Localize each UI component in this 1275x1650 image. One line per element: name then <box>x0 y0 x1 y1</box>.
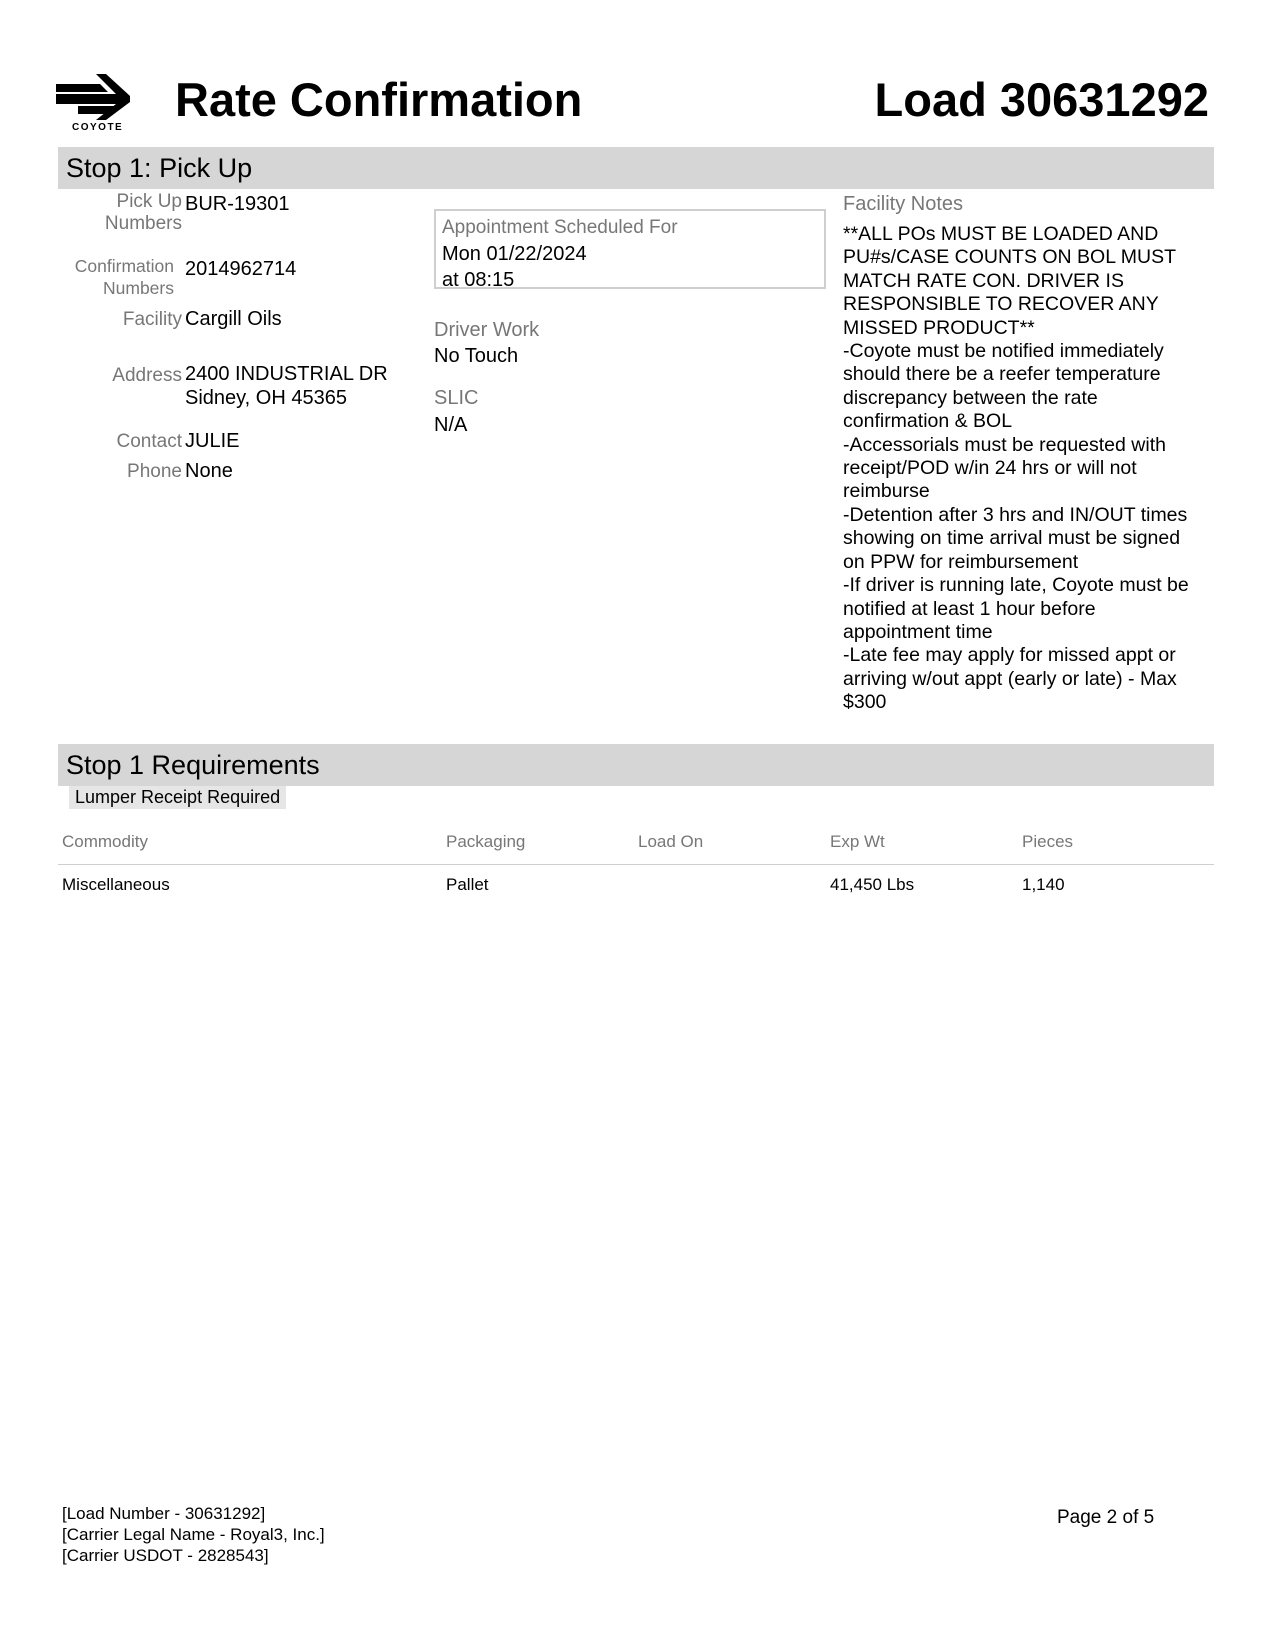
pickup-numbers-value: BUR-19301 <box>185 193 290 215</box>
column-header-packaging: Packaging <box>446 832 526 851</box>
driver-work-value: No Touch <box>434 345 519 367</box>
facility-value: Cargill Oils <box>185 308 282 330</box>
load-number-title: Load 30631292 <box>874 73 1209 126</box>
facility-note-line: -Coyote must be notified immediately <box>843 340 1164 363</box>
facility-note-line: MISSED PRODUCT** <box>843 316 1035 339</box>
table-header-row <box>58 828 1214 865</box>
slic-value: N/A <box>434 414 468 436</box>
facility-note-line: $300 <box>843 691 887 714</box>
facility-label: Facility <box>122 309 182 330</box>
facility-note-line: -Accessorials must be requested with <box>843 433 1166 456</box>
table-cell-packaging: Pallet <box>446 875 489 894</box>
appointment-box <box>434 209 826 289</box>
page-title: Rate Confirmation <box>175 73 583 126</box>
contact-value: JULIE <box>185 430 240 452</box>
requirement-badge: Lumper Receipt Required <box>69 786 286 809</box>
facility-note-line: arriving w/out appt (early or late) - Max <box>843 667 1177 690</box>
coyote-logo <box>56 74 132 134</box>
facility-note-line: receipt/POD w/in 24 hrs or will not <box>843 457 1137 480</box>
commodity-table <box>58 828 1214 901</box>
facility-notes <box>843 223 1218 715</box>
appointment-date: Mon 01/22/2024 <box>442 243 587 265</box>
facility-notes-label: Facility Notes <box>843 193 964 215</box>
facility-note-line: PU#s/CASE COUNTS ON BOL MUST <box>843 246 1176 269</box>
address-line1: 2400 INDUSTRIAL DR <box>185 363 388 385</box>
confirmation-numbers-label: Confirmation Numbers <box>74 256 174 298</box>
footer-info <box>62 1503 325 1566</box>
footer-load-number: [Load Number - 30631292] <box>62 1504 266 1523</box>
slic-label: SLIC <box>434 387 479 409</box>
facility-note-line: showing on time arrival must be signed <box>843 527 1181 550</box>
driver-work-label: Driver Work <box>434 319 540 341</box>
table-row <box>58 865 1214 901</box>
facility-note-line: appointment time <box>843 620 993 643</box>
column-header-pieces: Pieces <box>1022 832 1074 851</box>
facility-note-line: -If driver is running late, Coyote must be <box>843 574 1189 597</box>
facility-note-line: on PPW for reimbursement <box>843 550 1079 573</box>
confirmation-numbers-value: 2014962714 <box>185 258 297 280</box>
address-line2: Sidney, OH 45365 <box>185 387 347 409</box>
phone-label: Phone <box>127 461 182 482</box>
footer-carrier-usdot: [Carrier USDOT - 2828543] <box>62 1546 269 1565</box>
facility-note-line: discrepancy between the rate <box>843 386 1098 409</box>
footer-carrier-name: [Carrier Legal Name - Royal3, Inc.] <box>62 1525 325 1544</box>
appointment-label: Appointment Scheduled For <box>442 217 678 238</box>
facility-note-line: MATCH RATE CON. DRIVER IS <box>843 269 1124 292</box>
contact-label: Contact <box>116 431 182 452</box>
stop-section-header: Stop 1: Pick Up <box>58 147 1214 189</box>
table-cell-exp-wt: 41,450 Lbs <box>830 875 915 894</box>
column-header-load-on: Load On <box>638 832 704 851</box>
logo-text: COYOTE <box>72 122 124 133</box>
column-header-commodity: Commodity <box>62 832 148 851</box>
pickup-numbers-label: Pick Up Numbers <box>104 191 182 234</box>
facility-note-line: -Detention after 3 hrs and IN/OUT times <box>843 503 1188 526</box>
facility-note-line: **ALL POs MUST BE LOADED AND <box>843 223 1159 245</box>
appointment-time: at 08:15 <box>442 269 515 291</box>
facility-note-line: notified at least 1 hour before <box>843 597 1096 620</box>
table-cell-pieces: 1,140 <box>1022 875 1065 894</box>
phone-value: None <box>185 460 233 482</box>
coyote-logo-icon <box>56 74 132 122</box>
facility-note-line: reimburse <box>843 480 930 503</box>
column-header-exp-wt: Exp Wt <box>830 832 885 851</box>
table-cell-commodity: Miscellaneous <box>62 875 170 894</box>
facility-note-line: RESPONSIBLE TO RECOVER ANY <box>843 293 1159 316</box>
requirements-section-header: Stop 1 Requirements <box>58 744 1214 786</box>
facility-note-line: confirmation & BOL <box>843 410 1013 433</box>
page-number: Page 2 of 5 <box>1057 1507 1155 1528</box>
facility-note-line: -Late fee may apply for missed appt or <box>843 644 1176 667</box>
facility-note-line: should there be a reefer temperature <box>843 363 1161 386</box>
address-label: Address <box>112 365 182 386</box>
